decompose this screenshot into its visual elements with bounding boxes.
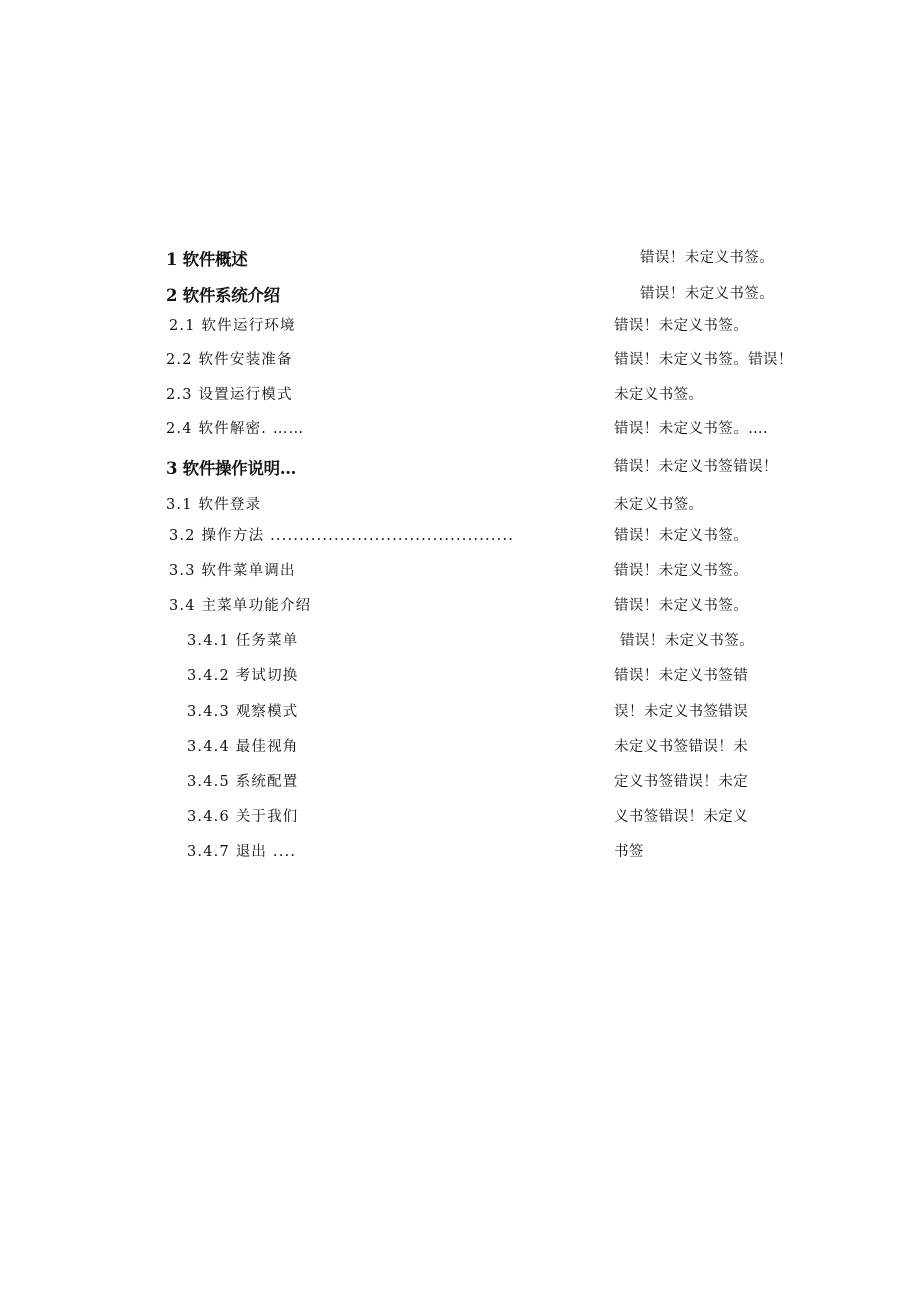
toc-entry-page-ref: 定义书签错误！未定 <box>614 774 749 790</box>
toc-entry-title: 1 软件概述 <box>166 250 248 269</box>
toc-entry-page-ref: 错误！未定义书签。 <box>614 563 749 579</box>
toc-entry-page-ref: 误！未定义书签错误 <box>614 704 749 720</box>
toc-entry-title: 3.4.1 任务菜单 <box>187 633 299 649</box>
toc-entry-title: 3.4.3 观察模式 <box>187 704 299 720</box>
toc-entry-page-ref: 错误！未定义书签。 <box>620 633 755 649</box>
toc-entry-page-ref: 错误！未定义书签错 <box>614 668 749 684</box>
toc-entry-title: 3.4.4 最佳视角 <box>187 739 299 755</box>
toc-entry-title: 2.4 软件解密. …… <box>166 421 305 437</box>
toc-entry-title: 3.4.2 考试切换 <box>187 668 299 684</box>
toc-entry-page-ref: 错误！未定义书签。 <box>614 598 749 614</box>
toc-entry-page-ref: 错误！未定义书签错误！ <box>614 459 778 475</box>
toc-entry-page-ref: 错误！未定义书签。错误！ <box>614 352 793 368</box>
toc-entry-page-ref: 错误！未定义书签。 <box>614 318 749 334</box>
toc-entry-title: 2.3 设置运行模式 <box>166 387 293 403</box>
toc-entry-page-ref: 未定义书签。 <box>614 387 704 403</box>
toc-entry-title: 3.2 操作方法 .......................................... <box>169 528 515 544</box>
toc-entry-title: 3.1 软件登录 <box>166 497 262 513</box>
toc-entry-page-ref: 义书签错误！未定义 <box>614 809 749 825</box>
toc-entry-page-ref: 未定义书签。 <box>614 497 704 513</box>
toc-entry-page-ref: 错误！未定义书签。 <box>640 250 775 266</box>
toc-entry-page-ref: 错误！未定义书签。…. <box>614 421 769 437</box>
toc-entry-title: 3.4.7 退出 .... <box>187 844 297 860</box>
toc-entry-title: 2.1 软件运行环境 <box>169 318 296 334</box>
toc-entry-page-ref: 书签 <box>614 844 644 860</box>
toc-entry-title: 3 软件操作说明… <box>166 459 297 478</box>
toc-entry-title: 2.2 软件安装准备 <box>166 352 293 368</box>
toc-entry-title: 2 软件系统介绍 <box>166 286 280 305</box>
toc-entry-title: 3.4 主菜单功能介绍 <box>169 598 312 614</box>
toc-entry-page-ref: 错误！未定义书签。 <box>640 286 775 302</box>
toc-entry-page-ref: 未定义书签错误！未 <box>614 739 749 755</box>
toc-entry-page-ref: 错误！未定义书签。 <box>614 528 749 544</box>
toc-entry-title: 3.4.6 关于我们 <box>187 809 299 825</box>
toc-entry-title: 3.3 软件菜单调出 <box>169 563 296 579</box>
toc-entry-title: 3.4.5 系统配置 <box>187 774 299 790</box>
